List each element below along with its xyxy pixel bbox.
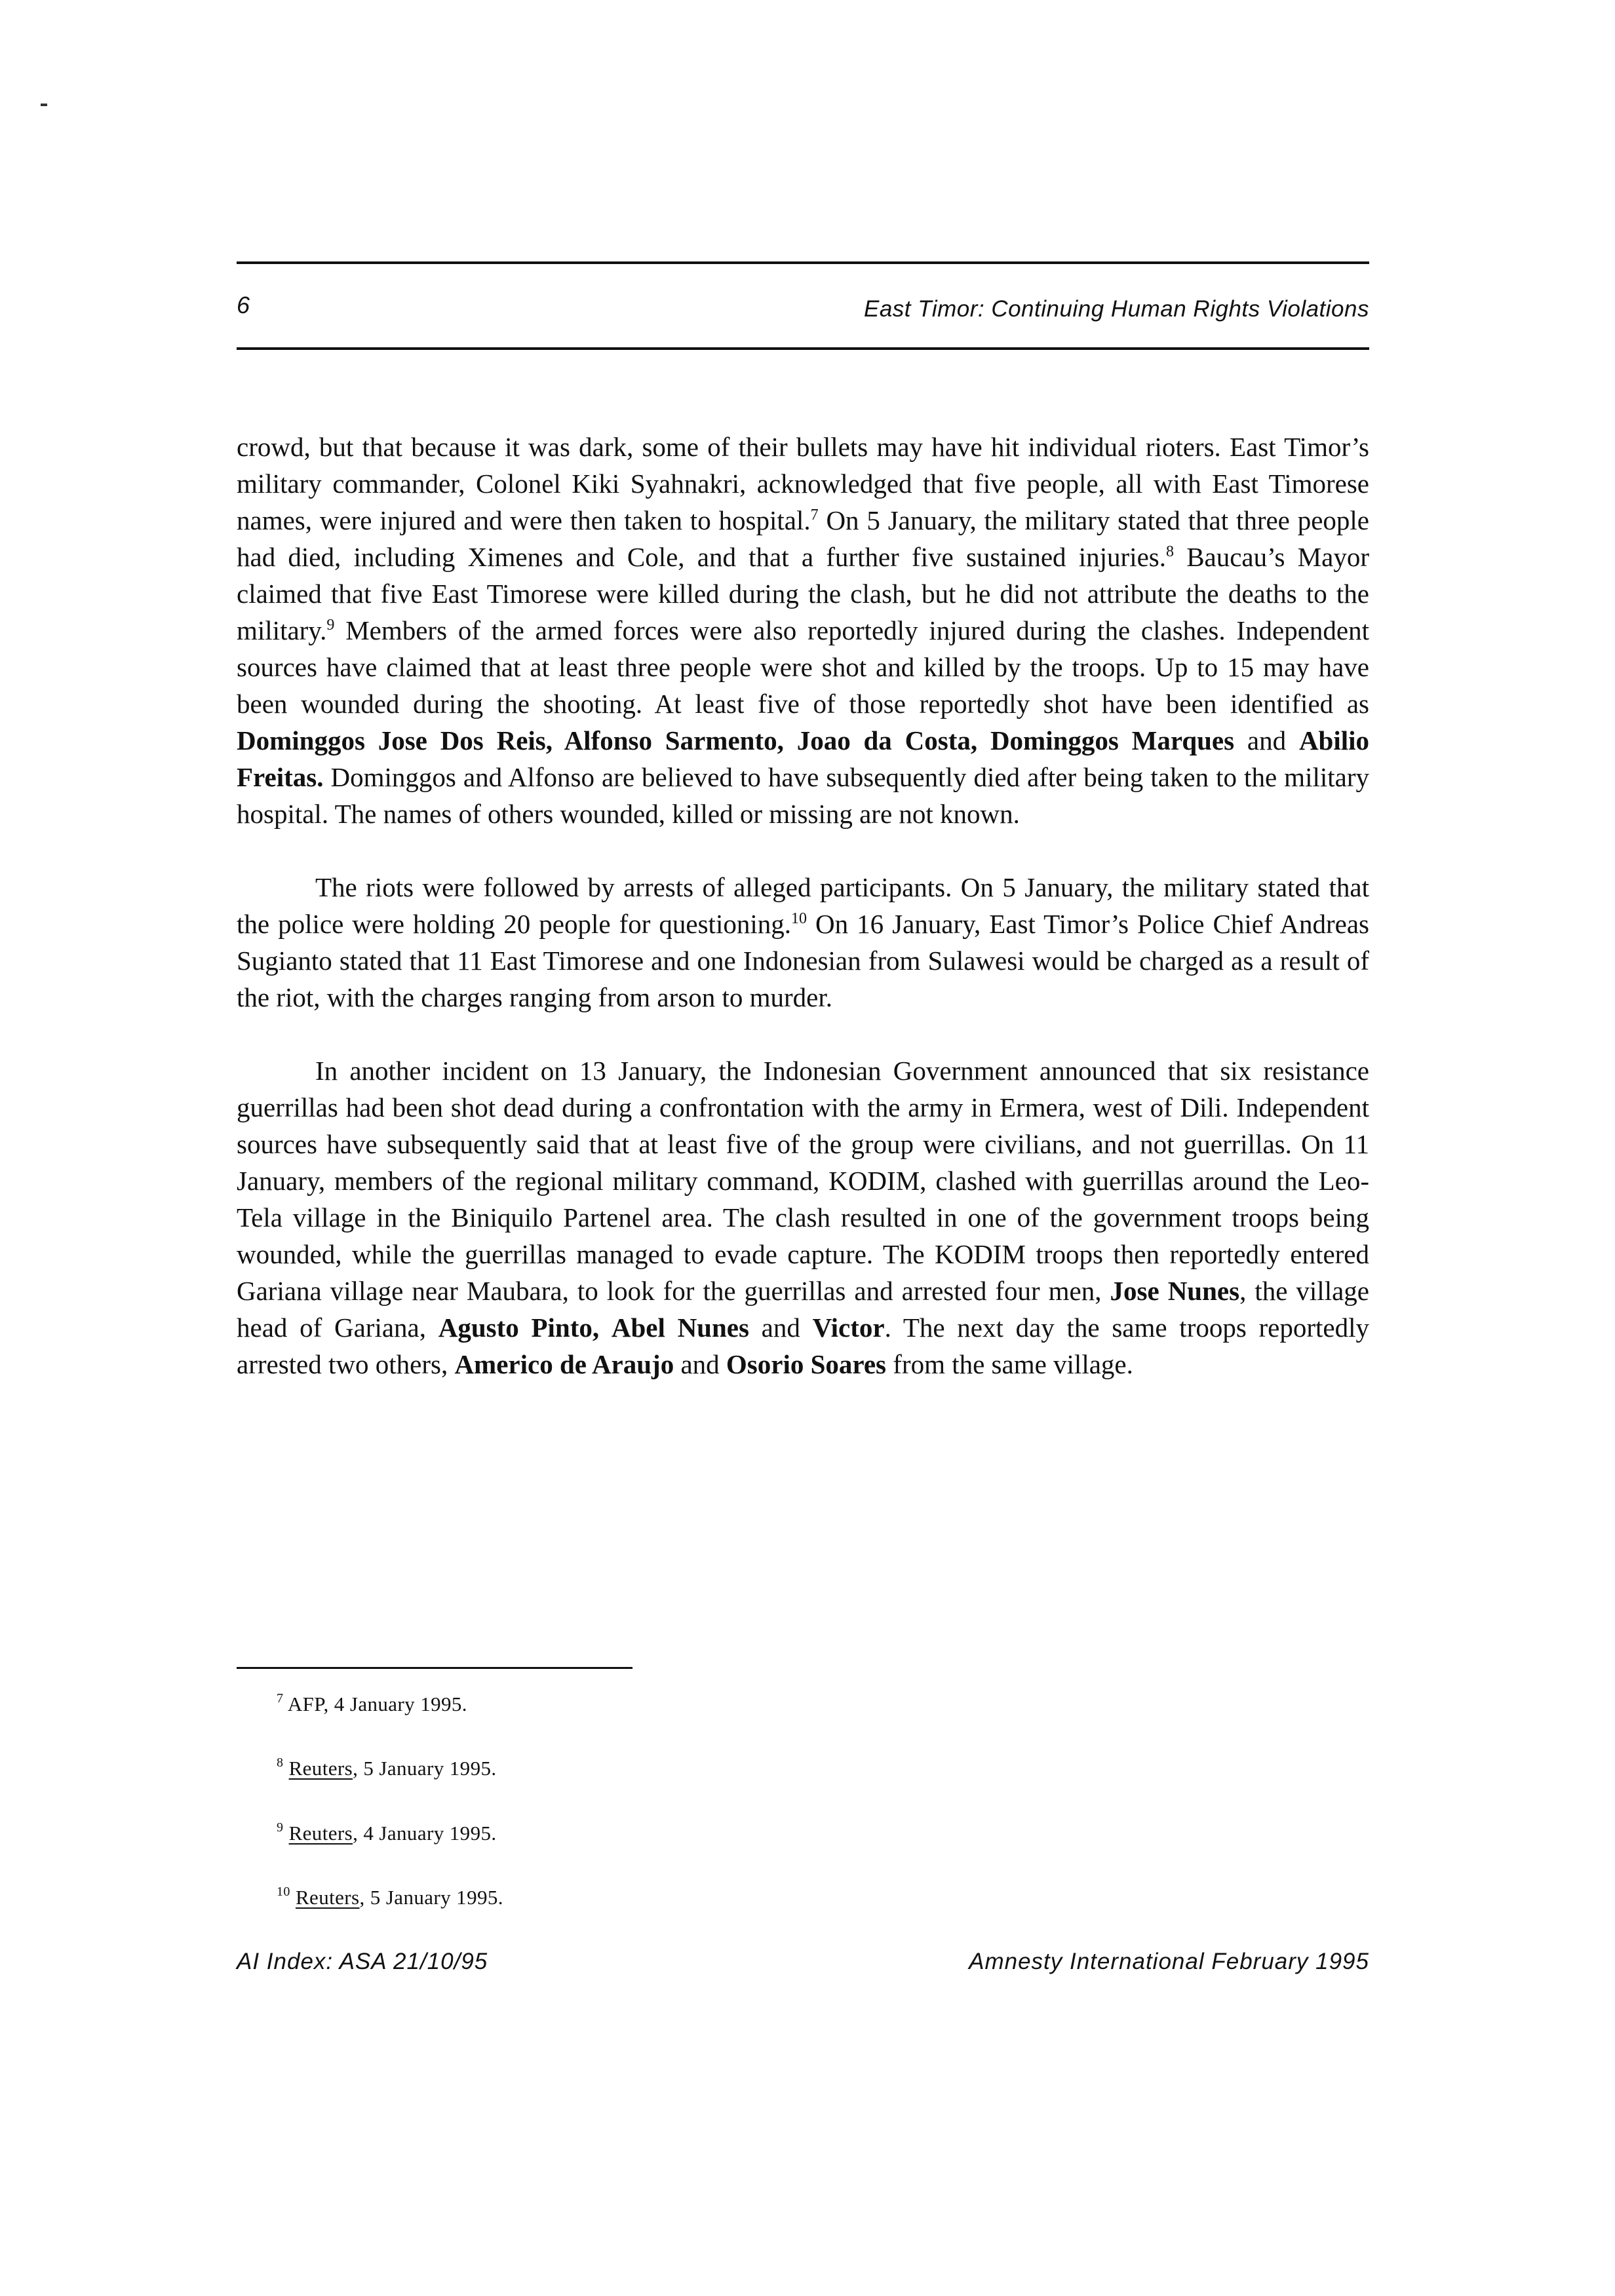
paragraph-1-text-e: Dominggos and Alfonso are believed to have subsequently died after being taken to the military hospital. The names of others wounded, killed or missing are not known. xyxy=(237,762,1369,829)
footnote-date: , 5 January 1995. xyxy=(353,1757,497,1780)
header-bottom-rule xyxy=(237,347,1369,350)
name-separator: and xyxy=(674,1349,726,1379)
paragraph-1-text-a: crowd, but that because it was dark, some of their bullets may have hit individual rioters. East Timor’s military commander, Colonel Kiki Syahnakri, acknowledged that five people, all with East Timorese names, were injured and were then taken to hospital. xyxy=(237,432,1369,535)
name-alfonso-sarmento: Alfonso Sarmento xyxy=(564,725,777,756)
footnote-number: 10 xyxy=(277,1885,290,1899)
scan-mark xyxy=(41,104,47,106)
name-jose-nunes: Jose Nunes xyxy=(1110,1276,1240,1306)
paragraph-1 xyxy=(237,429,1369,832)
name-separator xyxy=(599,1312,612,1343)
name-abilio-freitas: Abilio Freitas. xyxy=(237,725,1370,792)
ai-index: AI Index: ASA 21/10/95 xyxy=(237,1949,488,1974)
paragraph-3-text-a: In another incident on 13 January, the Indonesian Government announced that six resistance guerrillas had been shot dead during a confrontation with the army in Ermera, west of Dili. Independent sources have subsequently said that at least five of the group were civilians, and not guerrillas. On 11 January, members of the regional military command, KODIM, clashed with guerrillas around the Leo-Tela village in the Biniquilo Partenel area. The clash resulted in one of the government troops being wounded, while the guerrillas managed to evade capture. The KODIM troops then reportedly entered Gariana village near Maubara, to look for the guerrillas and arrested four men, xyxy=(237,1056,1369,1306)
name-separator: , xyxy=(777,725,797,756)
footnote-7 xyxy=(277,1691,467,1715)
footnote-separator-rule xyxy=(237,1667,632,1669)
name-victor: Victor xyxy=(812,1312,885,1343)
footnote-number: 7 xyxy=(277,1691,284,1706)
paragraph-1-text-d: Members of the armed forces were also reportedly injured during the clashes. Independent sources have claimed that at least three people were shot and killed by the troops. Up to 15 may have been wounded during the shooting. At least five of those reportedly shot have been identified as xyxy=(237,615,1369,719)
name-separator: and xyxy=(1234,725,1299,756)
footnote-source: Reuters xyxy=(288,1822,353,1845)
paragraph-3-text-b: , the village head of Gariana, xyxy=(237,1276,1369,1343)
footnote-ref-9[interactable]: 9 xyxy=(326,617,335,634)
footnote-date: , 4 January 1995. xyxy=(353,1822,497,1845)
paragraph-3-text-c: . The next day the same troops reportedly arrested two others, xyxy=(237,1312,1370,1379)
publisher-date: Amnesty International February 1995 xyxy=(969,1949,1369,1974)
name-abel-nunes: Abel Nunes xyxy=(611,1312,749,1343)
footnote-ref-7[interactable]: 7 xyxy=(810,507,819,524)
paragraph-1-text-b: On 5 January, the military stated that three people had died, including Ximenes and Cole, and that a further five sustained injuries. xyxy=(237,505,1369,572)
footnote-number: 8 xyxy=(277,1755,284,1770)
footnote-source: Reuters xyxy=(295,1886,360,1909)
page-number: 6 xyxy=(237,292,250,318)
paragraph-2-text-b: On 16 January, East Timor’s Police Chief Andreas Sugianto stated that 11 East Timorese and one Indonesian from Sulawesi would be charged as a result of the riot, with the charges ranging from arson to murder. xyxy=(237,909,1369,1012)
footnote-date: , 5 January 1995. xyxy=(359,1886,503,1909)
paragraph-2 xyxy=(237,869,1369,1016)
name-separator: , xyxy=(545,725,564,756)
footnote-10 xyxy=(277,1887,503,1907)
body-text xyxy=(237,429,1369,1383)
footnote-source: Reuters xyxy=(288,1757,353,1780)
running-header-title: East Timor: Continuing Human Rights Violations xyxy=(863,296,1369,322)
footnote-number: 9 xyxy=(277,1820,284,1835)
name-agusto-pinto: Agusto Pinto, xyxy=(438,1312,600,1343)
paragraph-3-text-d: from the same village. xyxy=(886,1349,1133,1379)
paragraph-1-text-c: Baucau’s Mayor claimed that five East Timorese were killed during the clash, but he did not attribute the deaths to the military. xyxy=(237,542,1369,645)
name-osorio-soares: Osorio Soares xyxy=(726,1349,887,1379)
name-joao-da-costa: Joao da Costa xyxy=(796,725,971,756)
footnote-9 xyxy=(277,1820,497,1845)
name-separator: , xyxy=(970,725,990,756)
paragraph-2-text-a: The riots were followed by arrests of alleged participants. On 5 January, the military stated that the police were holding 20 people for questioning. xyxy=(237,872,1369,939)
name-americo-de-araujo: Americo de Araujo xyxy=(454,1349,674,1379)
footnote-source: AFP xyxy=(287,1693,324,1715)
footnote-ref-10[interactable]: 10 xyxy=(790,910,807,927)
footnote-date: , 4 January 1995. xyxy=(323,1693,467,1715)
footnote-ref-8[interactable]: 8 xyxy=(1165,543,1174,560)
name-dominggos-jose-dos-reis: Dominggos Jose Dos Reis xyxy=(237,725,546,756)
paragraph-3 xyxy=(237,1052,1369,1383)
header-top-rule xyxy=(237,261,1369,264)
name-separator: and xyxy=(749,1312,813,1343)
name-dominggos-marques: Dominggos Marques xyxy=(990,725,1235,756)
footnote-8 xyxy=(277,1755,497,1780)
